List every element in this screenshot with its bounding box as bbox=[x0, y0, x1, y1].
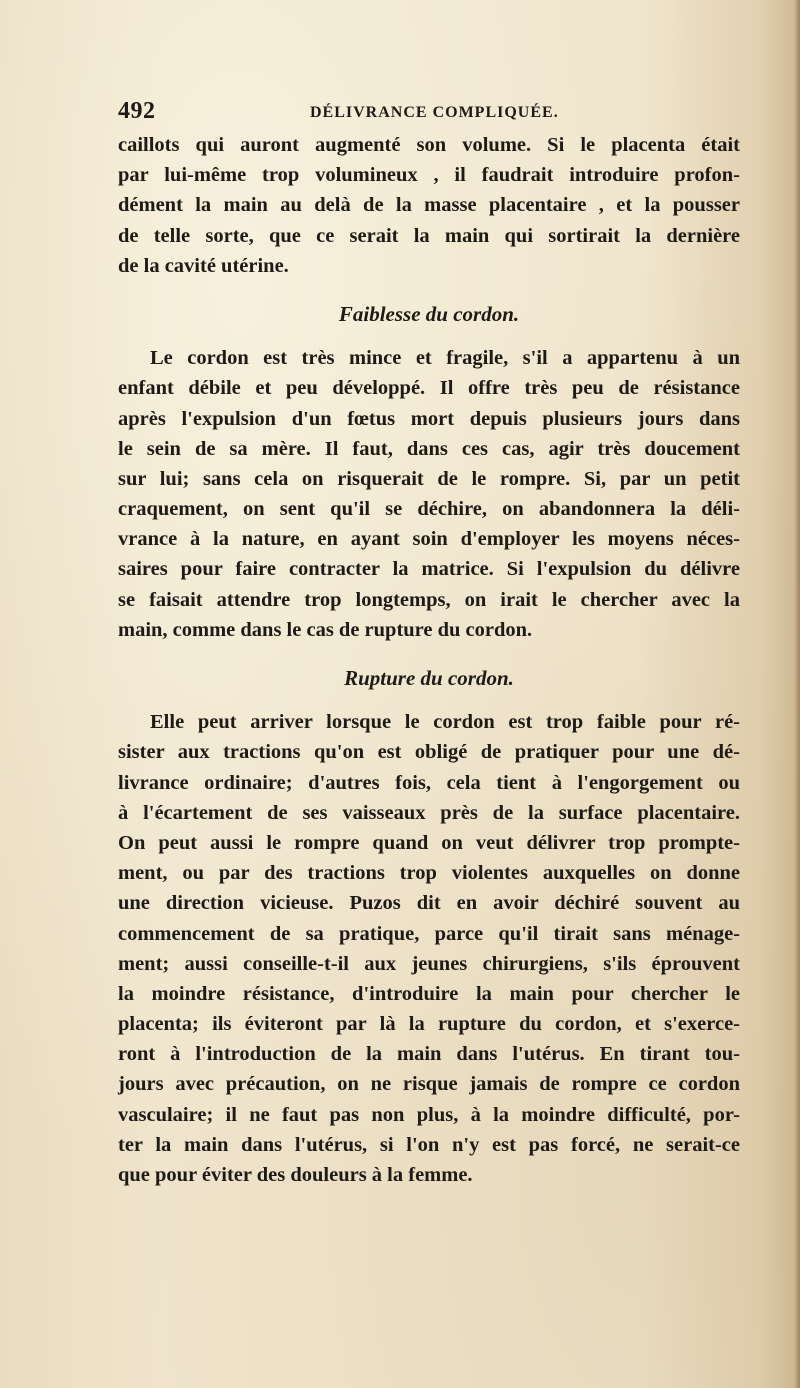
text-line: vasculaire; il ne faut pas non plus, à la moindre difficulté, por- bbox=[118, 1103, 740, 1126]
text-line: sur lui; sans cela on risquerait de le rompre. Si, par un petit bbox=[118, 467, 740, 490]
text-line: livrance ordinaire; d'autres fois, cela tient à l'engorgement ou bbox=[118, 771, 740, 794]
text-line: se faisait attendre trop longtemps, on irait le chercher avec la bbox=[118, 588, 740, 611]
page-edge-shadow bbox=[794, 0, 800, 1388]
text-line: placenta; ils éviteront par là la rupture du cordon, et s'exerce- bbox=[118, 1013, 740, 1036]
paragraph-continuation bbox=[118, 130, 740, 281]
text-line: vrance à la nature, en ayant soin d'employer les moyens néces- bbox=[118, 528, 740, 551]
text-line: ment, ou par des tractions trop violentes auxquelles on donne bbox=[118, 862, 740, 885]
page-header bbox=[118, 98, 740, 128]
page-number: 492 bbox=[118, 98, 156, 124]
text-line: main, comme dans le cas de rupture du cordon. bbox=[118, 618, 533, 641]
running-head: DÉLIVRANCE COMPLIQUÉE. bbox=[310, 104, 559, 121]
section-heading: Faiblesse du cordon. bbox=[338, 301, 520, 326]
text-line: caillots qui auront augmenté son volume. Si le placenta était bbox=[118, 134, 740, 156]
text-line: Elle peut arriver lorsque le cordon est trop faible pour ré- bbox=[150, 711, 740, 734]
text-line: commencement de sa pratique, parce qu'il tirait sans ménage- bbox=[118, 922, 740, 945]
text-line: ment; aussi conseille-t-il aux jeunes chirurgiens, s'ils éprouvent bbox=[118, 952, 740, 975]
text-line: On peut aussi le rompre quand on veut délivrer trop prompte- bbox=[118, 831, 740, 854]
text-line: craquement, on sent qu'il se déchire, on abandonnera la déli- bbox=[118, 498, 740, 521]
text-line: ter la main dans l'utérus, si l'on n'y est pas forcé, ne serait-ce bbox=[118, 1133, 740, 1156]
text-line: Le cordon est très mince et fragile, s'il a appartenu à un bbox=[150, 347, 740, 370]
body-text bbox=[118, 130, 740, 1190]
paragraph bbox=[118, 707, 740, 1190]
text-line: de telle sorte, que ce serait la main qui sortirait la dernière bbox=[118, 224, 740, 247]
text-line: que pour éviter des douleurs à la femme. bbox=[118, 1164, 473, 1186]
text-line: le sein de sa mère. Il faut, dans ces cas, agir très doucement bbox=[118, 437, 740, 460]
paragraph bbox=[118, 343, 740, 645]
text-line: saires pour faire contracter la matrice. Si l'expulsion du délivre bbox=[118, 558, 740, 581]
text-line: dément la main au delà de la masse placentaire , et la pousser bbox=[118, 194, 740, 217]
text-line: de la cavité utérine. bbox=[118, 254, 289, 277]
text-line: la moindre résistance, d'introduire la main pour chercher le bbox=[118, 982, 740, 1005]
text-line: jours avec précaution, on ne risque jamais de rompre ce cordon bbox=[118, 1073, 740, 1096]
text-line: à l'écartement de ses vaisseaux près de la surface placentaire. bbox=[118, 801, 740, 824]
text-line: sister aux tractions qu'on est obligé de pratiquer pour une dé- bbox=[118, 741, 740, 764]
text-line: ront à l'introduction de la main dans l'utérus. En tirant tou- bbox=[118, 1043, 740, 1066]
text-line: une direction vicieuse. Puzos dit en avoir déchiré souvent au bbox=[118, 892, 740, 915]
section-heading: Rupture du cordon. bbox=[344, 666, 514, 690]
text-line: enfant débile et peu développé. Il offre très peu de résistance bbox=[118, 377, 740, 400]
text-line: par lui-même trop volumineux , il faudrait introduire profon- bbox=[118, 164, 740, 187]
text-line: après l'expulsion d'un fœtus mort depuis plusieurs jours dans bbox=[118, 407, 740, 430]
